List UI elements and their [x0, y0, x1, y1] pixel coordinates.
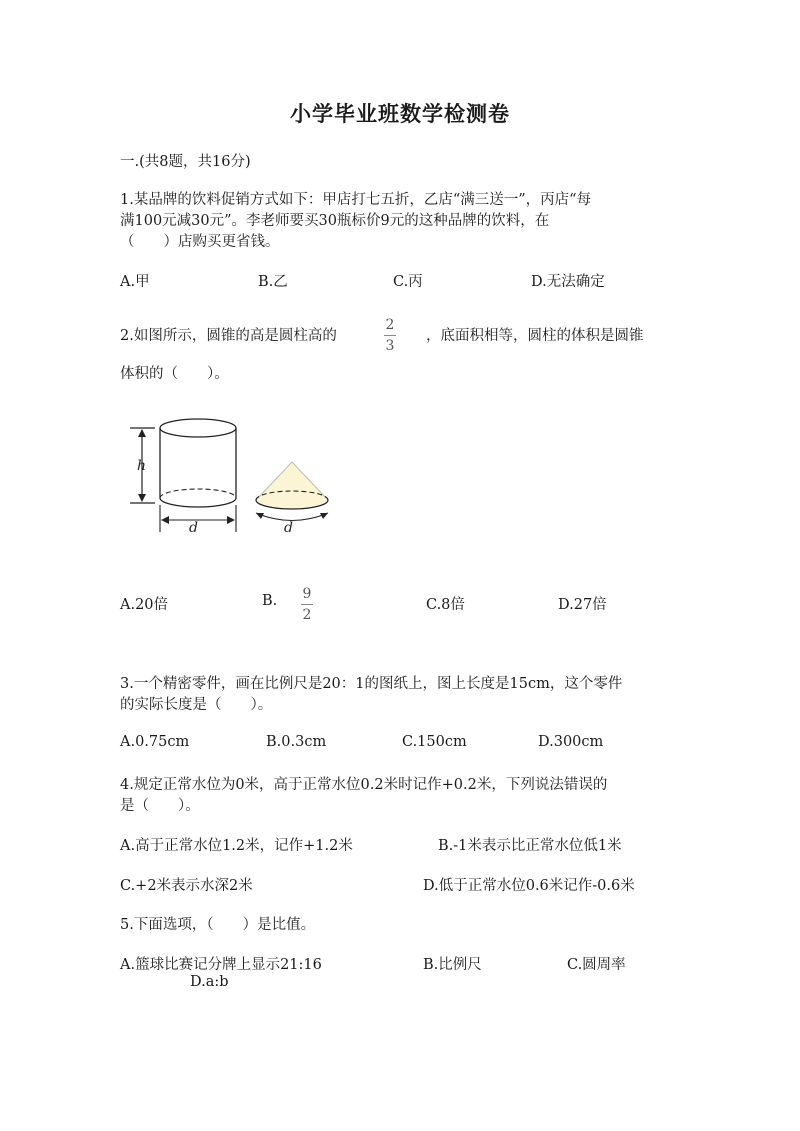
height-label: h [137, 458, 147, 474]
question-5-option-b[interactable]: B.比例尺 [423, 957, 482, 973]
question-2-option-c[interactable]: C.8倍 [426, 597, 465, 613]
option-b-label: B. [262, 593, 278, 609]
question-1-line-1: 1.某品牌的饮料促销方式如下：甲店打七五折，乙店“满三送一”，丙店“每 [120, 192, 592, 208]
question-2-line-1-prefix: 2.如图所示，圆锥的高是圆柱高的 [120, 328, 337, 344]
question-1-line-2: 满100元减30元”。李老师要买30瓶标价9元的这种品牌的饮料，在 [120, 213, 550, 229]
question-4-option-d[interactable]: D.低于正常水位0.6米记作-0.6米 [423, 878, 635, 894]
question-5-option-c[interactable]: C.圆周率 [567, 957, 626, 973]
question-5-option-d[interactable]: D.a:b [190, 974, 229, 990]
question-1-option-c[interactable]: C.丙 [393, 274, 423, 290]
question-5-line-1: 5.下面选项，（ ）是比值。 [120, 917, 316, 933]
question-4-line-1: 4.规定正常水位为0米，高于正常水位0.2米时记作+0.2米，下列说法错误的 [120, 777, 608, 793]
fraction-numerator: 9 [302, 586, 312, 602]
question-2-option-d[interactable]: D.27倍 [558, 597, 607, 613]
question-1-line-3: （ ）店购买更省钱。 [120, 234, 280, 250]
cylinder-diameter-label: d [189, 520, 198, 535]
question-4-option-c[interactable]: C.+2米表示水深2米 [120, 878, 253, 894]
fraction-denominator: 2 [302, 607, 312, 623]
question-3-option-d[interactable]: D.300cm [538, 734, 604, 750]
question-3-line-1: 3.一个精密零件，画在比例尺是20：1的图纸上，图上长度是15cm，这个零件 [120, 676, 623, 692]
question-3-line-2: 的实际长度是（ ）。 [120, 697, 273, 713]
question-4-line-2: 是（ ）。 [120, 798, 200, 814]
section-heading: 一.(共8题，共16分) [120, 154, 251, 170]
question-1-option-b[interactable]: B.乙 [258, 274, 288, 290]
question-2-line-2: 体积的（ ）。 [120, 366, 229, 382]
question-2-option-b-fraction [301, 586, 313, 623]
cone-diameter-label: d [284, 520, 293, 535]
question-1-option-a[interactable]: A.甲 [120, 274, 150, 290]
question-1-option-d[interactable]: D.无法确定 [531, 274, 605, 290]
question-3-option-c[interactable]: C.150cm [402, 734, 467, 750]
question-2-fraction [384, 317, 396, 354]
question-2-option-a[interactable]: A.20倍 [120, 597, 169, 613]
question-4-option-a[interactable]: A.高于正常水位1.2米，记作+1.2米 [120, 838, 353, 854]
fraction-bar [384, 335, 396, 336]
cylinder-cone-figure [125, 410, 340, 535]
question-3-option-b[interactable]: B.0.3cm [266, 734, 327, 750]
question-3-option-a[interactable]: A.0.75cm [120, 734, 190, 750]
fraction-numerator: 2 [385, 317, 395, 333]
fraction-denominator: 3 [385, 338, 395, 354]
question-2-option-b[interactable] [262, 593, 277, 609]
question-5-option-a[interactable]: A.篮球比赛记分牌上显示21:16 [120, 957, 322, 973]
question-2-line-1-suffix: ，底面积相等，圆柱的体积是圆锥 [426, 328, 644, 344]
question-4-option-b[interactable]: B.-1米表示比正常水位低1米 [438, 838, 622, 854]
page-title: 小学毕业班数学检测卷 [290, 101, 510, 126]
fraction-bar [301, 604, 313, 605]
